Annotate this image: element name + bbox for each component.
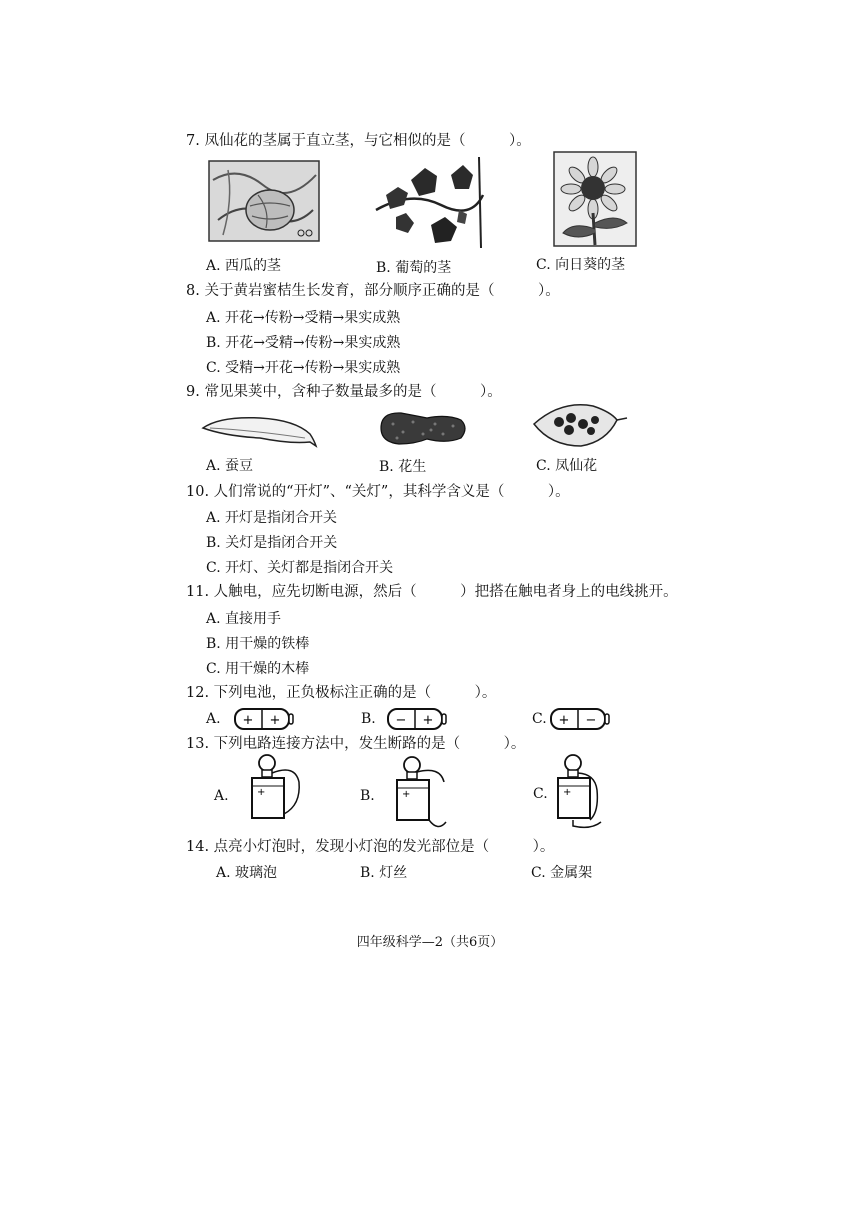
q8-option-a[interactable]: A. 开花→传粉→受精→果实成熟: [206, 310, 401, 326]
battery-a-right-sign: +: [269, 713, 281, 728]
q12-option-c[interactable]: C.: [532, 711, 547, 727]
q9-option-b[interactable]: B. 花生: [379, 459, 427, 475]
battery-b-right-sign: +: [422, 713, 434, 728]
q13-option-c[interactable]: C.: [533, 786, 548, 802]
question-7: 7. 凤仙花的茎属于直立茎，与它相似的是（ ）。: [186, 133, 531, 149]
grape-stem-image: [371, 155, 487, 250]
q11-option-a[interactable]: A. 直接用手: [206, 611, 282, 627]
q9-option-a[interactable]: A. 蚕豆: [206, 458, 254, 474]
q12-option-a[interactable]: A.: [206, 711, 221, 727]
battery-b-left-sign: −: [395, 713, 407, 728]
battery-c-right-sign: −: [585, 713, 597, 728]
battery-c-left-sign: +: [558, 713, 570, 728]
q14-option-c[interactable]: C. 金属架: [531, 865, 593, 881]
circuit-a-image: [243, 750, 305, 830]
q14-option-a[interactable]: A. 玻璃泡: [216, 865, 278, 881]
question-9: 9. 常见果荚中，含种子数量最多的是（ ）。: [186, 384, 502, 400]
battery-a-left-sign: +: [242, 713, 254, 728]
q8-option-c[interactable]: C. 受精→开花→传粉→果实成熟: [206, 360, 401, 376]
q10-option-a[interactable]: A. 开灯是指闭合开关: [206, 510, 338, 526]
peanut-pod-image: [377, 408, 469, 448]
circuit-c-image: [551, 750, 613, 830]
q13-option-b[interactable]: B.: [360, 788, 375, 804]
q10-option-c[interactable]: C. 开灯、关灯都是指闭合开关: [206, 560, 394, 576]
circuit-b-plus-sign: +: [402, 789, 411, 800]
battery-c-image: [549, 706, 613, 732]
question-10: 10. 人们常说的“开灯”、“关灯”，其科学含义是（ ）。: [186, 484, 570, 500]
q9-option-c[interactable]: C. 凤仙花: [536, 458, 598, 474]
watermelon-stem-image: [208, 160, 320, 242]
q7-option-a[interactable]: A. 西瓜的茎: [206, 258, 282, 274]
circuit-a-plus-sign: +: [257, 787, 266, 798]
sunflower-stem-image: [553, 151, 637, 247]
page-footer: 四年级科学—2（共6页）: [356, 935, 504, 950]
q8-option-b[interactable]: B. 开花→受精→传粉→果实成熟: [206, 335, 401, 351]
q14-option-b[interactable]: B. 灯丝: [360, 865, 408, 881]
q7-option-c[interactable]: C. 向日葵的茎: [536, 257, 626, 273]
question-11: 11. 人触电，应先切断电源，然后（ ）把搭在触电者身上的电线挑开。: [186, 584, 678, 600]
touch-me-not-pod-image: [531, 398, 629, 450]
q13-option-a[interactable]: A.: [214, 788, 229, 804]
circuit-c-plus-sign: +: [563, 787, 572, 798]
q10-option-b[interactable]: B. 关灯是指闭合开关: [206, 535, 338, 551]
q7-option-b[interactable]: B. 葡萄的茎: [376, 260, 452, 276]
question-8: 8. 关于黄岩蜜桔生长发育，部分顺序正确的是（ ）。: [186, 283, 560, 299]
battery-b-image: [386, 706, 450, 732]
battery-a-image: [233, 706, 297, 732]
question-12: 12. 下列电池，正负极标注正确的是（ ）。: [186, 685, 497, 701]
q11-option-c[interactable]: C. 用干燥的木棒: [206, 661, 310, 677]
q12-option-b[interactable]: B.: [361, 711, 376, 727]
broad-bean-pod-image: [200, 410, 318, 450]
question-13: 13. 下列电路连接方法中，发生断路的是（ ）。: [186, 736, 526, 752]
q11-option-b[interactable]: B. 用干燥的铁棒: [206, 636, 310, 652]
circuit-b-image: [388, 752, 450, 836]
question-14: 14. 点亮小灯泡时，发现小灯泡的发光部位是（ ）。: [186, 839, 555, 855]
